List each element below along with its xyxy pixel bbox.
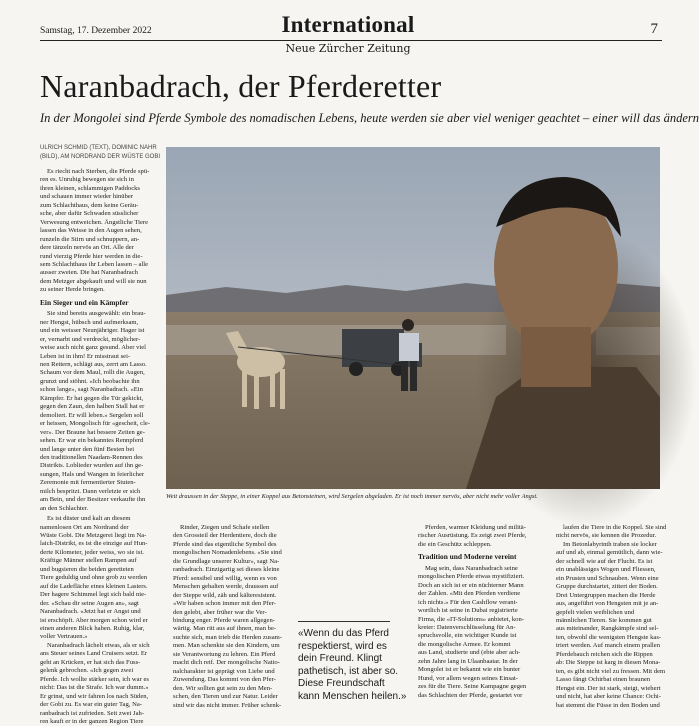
text-line: Es riecht nach Sterben, die Pferde spü- xyxy=(47,168,150,175)
text-line: sie Verantwortung zu lehren. Ein Pferd xyxy=(173,650,276,658)
byline xyxy=(40,144,164,162)
text-line: ab: Die Steppe ist karg in diesen Mona- xyxy=(556,659,661,667)
issue-date: Samstag, 17. Dezember 2022 xyxy=(40,26,152,36)
text-line: an den Schlachter. xyxy=(40,504,89,512)
pull-quote-line: respektierst, wird es xyxy=(298,640,387,652)
text-line: den gelebt, aber früher war die Ver- xyxy=(173,608,267,616)
text-line: die Grundlage unserer Kultur», sagt Na- xyxy=(173,557,280,565)
text-line: nen Rettern, schlägt aus, zerrt am Lasso. xyxy=(40,360,147,368)
photo-caption: Weit draussen in der Steppe, in einer Koppel aus Betonsteinen, wird Sergelen abgeladen. Er ist noch immer nervös, aber nicht mehr voller Angst. xyxy=(166,493,538,500)
text-line: der schnell wie auf der Flucht. Es ist xyxy=(556,557,653,565)
text-line: namenlosen Ort am Nordrand der xyxy=(40,523,129,531)
text-line: der Steppe wild, zäh und kälteresistent. xyxy=(173,591,277,599)
text-line: Es ist düster und kalt an diesem xyxy=(47,515,131,523)
text-line: schen, den Tieren und zur Natur. Leider xyxy=(173,693,278,701)
text-line: er, vernarbt und verdreckt, möglicher- xyxy=(40,335,141,343)
col1-paragraph-4 xyxy=(40,642,160,726)
text-line: runzeln die Stirn und schnuppern, an- xyxy=(40,235,140,243)
text-line: voller Vertrauen.» xyxy=(40,633,88,641)
text-line: Verwesung entweichen. Ängstliche Tiere xyxy=(40,218,149,226)
text-line: die ein Geschütz schleppen. xyxy=(418,540,492,548)
text-line: ein unablässiges Wogen und Fliessen, xyxy=(556,566,656,574)
pull-quote-line: dein Freund. Klingt xyxy=(298,653,382,664)
text-line: der Zahlen. «Mit den Pferden verdiene xyxy=(418,590,521,598)
text-line: «Wir haben schon immer mit den Pfer- xyxy=(173,600,276,608)
byline-line: (BILD), AM NORDRAND DER WÜSTE GOBI xyxy=(40,154,161,160)
text-line: ren kauft er in der ganzen Region Tiere xyxy=(40,718,144,725)
text-line: bindung enger. Pferde waren allgegen- xyxy=(173,616,275,624)
text-line: männlichen Tieren. Sie kommen gut xyxy=(556,616,652,624)
newspaper-name: Neue Zürcher Zeitung xyxy=(285,42,411,55)
text-line: Zeremonie mit fermentierter Stuten- xyxy=(40,479,136,487)
text-line: mongolischen Pferde etwas mystifiziert. xyxy=(418,573,525,581)
section-title: International xyxy=(281,12,415,37)
text-line: gegen den Zaun, den halben Stall hat er xyxy=(40,403,145,411)
text-line: ranbadrach ist zufrieden. Seit zwei Jah- xyxy=(40,709,144,717)
text-line: lassen das Weisse in den Augen sehen, xyxy=(40,227,142,235)
text-line: Kämpfer. Er hat gegen die Tür gekickt, xyxy=(40,394,144,402)
text-line: ranbadrach. Einzigartig sei dieses kleine xyxy=(173,566,280,574)
text-line: und nicht, hat aber keine Chance: Ochi- xyxy=(556,693,661,701)
text-line: Schaum vor dem Maul, rollt die Augen, xyxy=(40,369,145,377)
text-line: sem Schlachthaus ihr Leben lassen – alle xyxy=(40,260,149,268)
text-line: demoliert. Er will leben.» Sergelen soll xyxy=(40,411,144,419)
text-line: suchte sich, man trieb die Herden zusam- xyxy=(173,633,282,641)
text-line: milch bespritzt. Dann verletzte er sich xyxy=(40,487,141,495)
text-line: Pferden, warmer Kleidung und militä- xyxy=(425,524,526,531)
text-line: und schauen immer wieder hinüber xyxy=(40,193,134,201)
pull-quote xyxy=(298,628,407,703)
text-line: sungen, Hals und Wangen in feierlicher xyxy=(40,470,145,478)
text-line: triert werden. Auf manch einem prallen xyxy=(556,642,660,650)
text-line: ren es. Unruhig bewegen sie sich in xyxy=(40,176,134,184)
text-line: auf die Ladefläche eines kleinen Lasters. xyxy=(40,582,148,590)
pull-quote-rule xyxy=(298,621,390,622)
article-column-1 xyxy=(40,168,160,725)
text-line: grunzt und stöhnt. «Ich beobachte ihn xyxy=(40,377,140,385)
photo-man-with-horse-icon xyxy=(166,147,660,489)
text-line: Wüste Gobi. Die Metzgerei liegt im Na- xyxy=(40,532,147,540)
text-line: ans Steuer seines Land Cruisers setzt. Er xyxy=(40,650,148,658)
text-line: er heissen, Mongolisch für «gescheit, cle- xyxy=(40,420,151,428)
text-line: rund vierzig Pferde hier werden in die- xyxy=(40,252,143,260)
byline-line: ULRICH SCHMID (TEXT), DOMINIC NAHR xyxy=(40,145,157,151)
text-line: mongolischen Nomadenlebens. «Sie sind xyxy=(173,549,282,557)
text-line: Naranbadrach. «Jetzt hat er Angst und xyxy=(40,608,141,616)
text-line: Lasso fängt Ochirbat einen braunen xyxy=(556,676,651,684)
pull-quote-line: «Wenn du das Pferd xyxy=(298,628,389,639)
subheading: Ein Sieger und ein Kämpfer xyxy=(40,297,129,307)
text-line: Sie sind bereits ausgewählt: ein brau- xyxy=(47,310,146,318)
text-line: Hund, vor allem wegen seines Einsat- xyxy=(418,674,518,682)
text-line: gelenk gebrochen. «Ich gegen zwei xyxy=(40,667,134,675)
text-line: Mag sein, dass Naranbadrach seine xyxy=(425,564,518,572)
text-line: ver». Der Braune hat bessere Zeiten ge- xyxy=(40,428,145,436)
text-line: nicht nervös, sie kennen die Prozedur. xyxy=(556,532,657,540)
text-line: geht an Krücken, er hat sich das Fuss- xyxy=(40,658,141,666)
text-line: nalcharakter ist geprägt von Liebe und xyxy=(173,667,275,675)
text-line: Pferde. Ich wollte stärker sein, ich war es xyxy=(40,675,149,683)
text-line: zu seiner Herde bringen. xyxy=(40,286,105,294)
article-column-2 xyxy=(173,524,283,709)
text-line: wortlich ist seine in Dubai registrierte xyxy=(418,607,518,615)
text-line: zes für die Tiere. Seine Kampagne gegen xyxy=(418,683,527,691)
text-line: ist erschöpft. Aber morgen schon wird er xyxy=(40,616,148,624)
text-line: Zuwendung. Das kommt von den Pfer- xyxy=(173,676,276,684)
text-line: aus Land, studierte und (ebte aber ach- xyxy=(418,649,521,657)
text-line: zum Schlachthaus, dem keine Geräu- xyxy=(40,201,139,209)
pull-quote-line: pathetisch, ist aber so. xyxy=(298,665,399,677)
text-line: den traditionellen Naadam-Rennen des xyxy=(40,453,143,461)
text-line: wärtig. Man ritt aus auf ihnen, man be- xyxy=(173,625,277,633)
text-line: men. Man schenkte sie den Kindern, um xyxy=(173,642,280,650)
text-line: der. «Schau dir seine Augen an», sagt xyxy=(40,599,139,607)
text-line: das Schlachten der Pferde, gestartet vor xyxy=(418,691,523,699)
text-line: spruchsvolle, ein wichtiger Kunde ist xyxy=(418,632,517,640)
text-line: am Bein, und der Besitzer verkaufte ihn xyxy=(40,496,146,504)
text-line: ihren kleinen, schlammigen Paddocks xyxy=(40,184,140,192)
text-line: Naranbadrach lächelt etwas, als er sich xyxy=(47,641,150,649)
text-line: auf und ab, einmal gemütlich, dann wie- xyxy=(556,549,663,557)
text-line: Firma, die «IT-Solutions» anbietet, kon- xyxy=(418,615,524,623)
text-line: weise auch nicht ganz gesund. Aber viel xyxy=(40,344,147,352)
text-line: dere tänzeln nervös an Ort. Alle der xyxy=(40,244,134,252)
text-line: dem Metzger abgekauft und will sie nun xyxy=(40,277,147,285)
col2-paragraph xyxy=(173,524,283,710)
masthead-rule xyxy=(40,40,662,41)
col1-paragraph-1 xyxy=(40,168,160,295)
col5-paragraph-2 xyxy=(556,540,666,710)
text-line: und ein weisser Neunjähriger. Hager ist xyxy=(40,327,145,335)
article-column-5 xyxy=(556,524,667,709)
text-line: Doch an sich ist er ein nüchterner Mann xyxy=(418,581,524,589)
text-line: aus miteinander, Rangkämpfe sind sel- xyxy=(556,625,659,633)
text-line: sche, aber dafür Schwaden süsslicher xyxy=(40,210,139,218)
col4-paragraph-2 xyxy=(418,565,538,700)
text-line: Pferdebauch reichen sich die Rippen xyxy=(556,650,653,658)
article-photo xyxy=(166,147,660,489)
text-line: ein Prusten und Schnauben. Wenn eine xyxy=(556,574,659,582)
text-line: und bugsieren die beiden geretteten xyxy=(40,565,134,573)
text-line: ten, obwohl die wenigsten Hengste kas- xyxy=(556,633,662,641)
text-line: Kräftige Männer stellen Rampen auf xyxy=(40,557,137,565)
text-line: einen anderen Blick haben. Ruhig, klar, xyxy=(40,625,145,633)
text-line: laich-Distrikt, es ist die einzige auf Hun- xyxy=(40,540,148,548)
text-line: Pferd: sensibel und willig, wenn es von xyxy=(173,574,277,582)
text-line: sehen. Er war ein bekanntes Rennpferd xyxy=(40,437,144,445)
text-line: bat stemmt die Füsse in den Boden und xyxy=(556,701,660,709)
article-column-4 xyxy=(418,524,538,699)
text-line: aus, angeführt von Hengsten mit je an- xyxy=(556,600,659,608)
subheading: Tradition und Moderne vereint xyxy=(418,552,517,562)
text-line: der Gobi zu. Es war ein guter Tag, Na- xyxy=(40,701,142,709)
text-line: laufen die Tiere in die Koppel. Sie sind xyxy=(563,524,667,531)
text-line: Tiere geduldig und ohne grob zu werden xyxy=(40,574,148,582)
col5-paragraph-1 xyxy=(556,524,667,541)
text-line: Distrikts. Loblieder wurden auf ihn ge- xyxy=(40,462,144,470)
text-line: Leben ist in ihm! Er misstraut sei- xyxy=(40,352,131,360)
text-line: kreter: Datenverschlüsselung für An- xyxy=(418,623,516,631)
text-line: ner Hengst, hübsch und aufmerksam, xyxy=(40,318,139,326)
text-line: den Grossteil der Herdentiere, doch die xyxy=(173,532,277,540)
text-line: nicht: Das ist die Strafe. Ich war dumm.» xyxy=(40,684,149,692)
text-line: Drei Untergruppen machen die Herde xyxy=(556,591,656,599)
text-line: ich nichts.» Für den Cashflow verant- xyxy=(418,598,518,606)
text-line: ausser zweien. Die hat Naranbadrach xyxy=(40,269,138,277)
text-line: rischer Ausrüstung. Es zeigt zwei Pferde, xyxy=(418,532,527,540)
text-line: Rinder, Ziegen und Schafe stellen xyxy=(180,524,270,531)
text-line: Er grinst, und wir fahren los nach Süden, xyxy=(40,692,149,700)
text-line: ten, es gibt nicht viel zu fressen. Mit dem xyxy=(556,667,666,675)
col1-paragraph-2 xyxy=(40,310,160,513)
text-line: Pferde sind das eigentliche Symbol des xyxy=(173,540,277,548)
pull-quote-line: kann Menschen heilen.» xyxy=(298,690,407,702)
text-line: Der hagere Schimmel legt sich bald nie- xyxy=(40,591,147,599)
deck: In der Mongolei sind Pferde Symbole des nomadischen Lebens, heute werden sie aber viel weniger geachtet – einer will das ändern xyxy=(40,111,699,125)
text-line: derte Kilometer, jeder weiss, wo sie ist. xyxy=(40,548,144,556)
text-line: sind wir das nicht immer. Früher schenk- xyxy=(173,701,282,709)
text-line: gepfelt vielen weiblichen und xyxy=(556,608,635,616)
pull-quote-line: Diese Freundschaft xyxy=(298,678,385,689)
text-line: Mongolei ist er bekannt wie ein bunter xyxy=(418,666,521,674)
text-line: schon lange», sagt Naranbadrach. «Ein xyxy=(40,386,143,394)
text-line: Gruppe durchstartet, zittert der Boden. xyxy=(556,583,658,591)
headline: Naranbadrach, der Pferderetter xyxy=(40,68,442,104)
text-line: macht dich reif. Der mongolische Natio- xyxy=(173,659,280,667)
col1-paragraph-3 xyxy=(40,515,160,642)
text-line: den. Wir sollten gut sein zu den Men- xyxy=(173,684,273,692)
text-line: Menschen gehalten werde, draussen auf xyxy=(173,583,279,591)
text-line: die mongolische Armee. Er kommt xyxy=(418,640,511,648)
text-line: und lange unter den fünf Besten bei xyxy=(40,445,135,453)
col4-paragraph-1 xyxy=(418,524,538,549)
text-line: Hengst ein. Der ist stark, steigt, wiehert xyxy=(556,684,661,692)
page-number: 7 xyxy=(650,21,658,37)
text-line: Im Betonlabyrinth traben sie locker xyxy=(563,540,657,548)
text-line: zehn Jahre lang in Ulaanbaatar. In der xyxy=(418,657,518,665)
